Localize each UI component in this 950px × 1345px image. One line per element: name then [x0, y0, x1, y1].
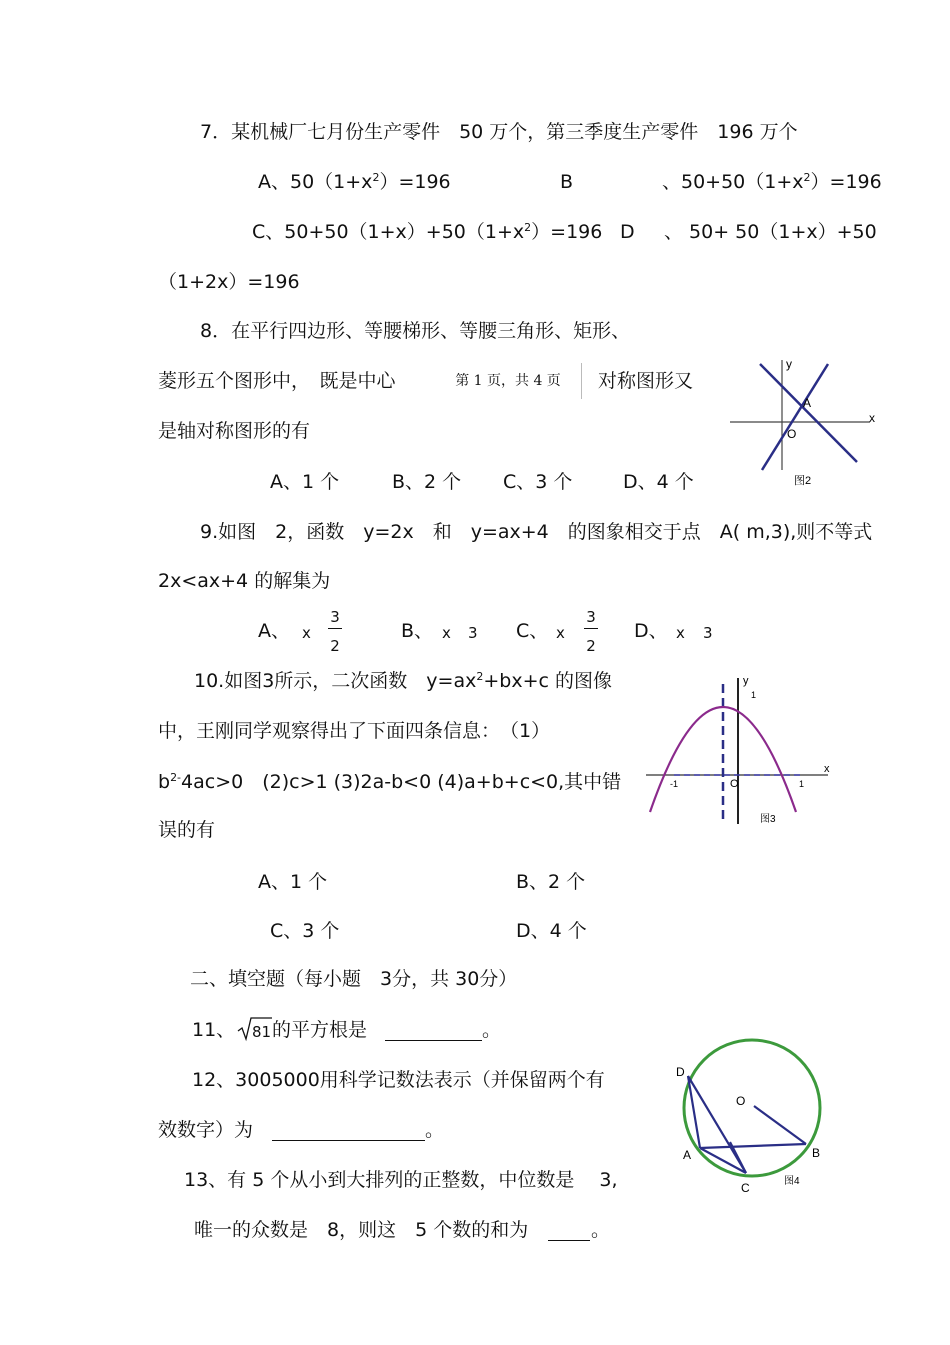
q8-option-b: B、2 个: [392, 471, 462, 493]
q7-option-d-continued: （1+2x）=196: [158, 271, 300, 293]
q9-option-a-var: x: [302, 624, 311, 642]
q8-option-a: A、1 个: [270, 471, 340, 493]
fig3-label-y: y: [743, 675, 749, 687]
fig2-label-a: A: [803, 396, 812, 410]
q9-option-c-label: C、: [516, 620, 549, 642]
q11-radicand: 81: [252, 1023, 272, 1041]
figure-3: [640, 672, 840, 832]
q8-line-1: 8．在平行四边形、等腰梯形、等腰三角形、矩形、: [200, 320, 631, 342]
q9-option-b-label: B、: [401, 620, 434, 642]
q10-option-b: B、2 个: [516, 871, 586, 893]
q7-option-a: A、$50(1+x^2)=196$: [258, 171, 451, 193]
q12-end: 。: [425, 1119, 445, 1141]
q9-line-1: 9.如图 2，函数 y=2x 和 y=ax+4 的图象相交于点 A( m,3),则不等式: [200, 521, 873, 543]
q9-option-a-label: A、: [258, 620, 290, 642]
q9-option-d-label: D、: [634, 620, 668, 642]
q9-option-c-denominator: 2: [586, 637, 596, 655]
fig3-caption: 图3: [760, 814, 776, 825]
q8-option-d: D、4 个: [623, 471, 694, 493]
q9-option-a-numerator: 3: [330, 608, 340, 626]
q8-line-2b: 对称图形又: [598, 370, 694, 392]
fig2-label-y: y: [786, 357, 792, 371]
q7-option-d: 、 50+ 50（1+x）+50: [664, 221, 877, 243]
q9-option-d-var: x: [676, 624, 685, 642]
fig3-label-x: x: [824, 763, 830, 775]
fig2-line-y2x: [762, 364, 828, 470]
q12-line-1: 12、3005000用科学记数法表示（并保留两个有: [192, 1069, 605, 1091]
q7-option-c: C、$50+50(1+x)+50(1+x^2)=196$: [252, 221, 603, 243]
q7-option-d-label: D: [620, 221, 635, 243]
q11-answer-blank[interactable]: [385, 1040, 482, 1041]
fig2-label-x: x: [869, 411, 875, 425]
q13-line-1: 13、有 5 个从小到大排列的正整数，中位数是 3,: [184, 1169, 618, 1191]
q13-line-2: 唯一的众数是 8，则这 5 个数的和为: [194, 1219, 529, 1241]
q10-line-1: 10.如图3所示，二次函数 $y=ax^2+bx+c$ 的图像: [194, 670, 612, 692]
q8-option-c: C、3 个: [503, 471, 573, 493]
fig4-label-a: A: [683, 1148, 692, 1162]
q8-line-2a: 菱形五个图形中， 既是中心: [158, 370, 396, 392]
q10-option-a: A、1 个: [258, 871, 328, 893]
q9-option-a-denominator: 2: [330, 637, 340, 655]
q9-option-b-var: x: [442, 624, 451, 642]
fig4-caption: 图4: [784, 1176, 800, 1187]
fig4-label-d: D: [676, 1065, 685, 1079]
q13-end: 。: [591, 1219, 611, 1241]
q9-line-2: 2x<ax+4 的解集为: [158, 570, 331, 592]
q11-text: 的平方根是: [272, 1019, 368, 1041]
q9-option-b-value: 3: [468, 624, 478, 642]
fig3-label-1y: 1: [751, 690, 757, 700]
fig2-line-ax4: [760, 364, 857, 462]
fig4-segment-oc: [754, 1106, 806, 1144]
fig4-segment-ab: [700, 1144, 806, 1148]
figure-2: [720, 352, 885, 492]
q7-option-b: 、$50+50(1+x^2)=196$: [662, 171, 882, 193]
fig3-label-neg1: -1: [670, 779, 679, 789]
q9-option-c-var: x: [556, 624, 565, 642]
q9-option-d-value: 3: [703, 624, 713, 642]
fig4-label-b: B: [812, 1146, 821, 1160]
figure-4: [670, 1030, 835, 1200]
fig2-label-o: O: [787, 427, 797, 441]
fig2-caption: 图2: [794, 475, 812, 487]
page-footer: 第 1 页，共 4 页: [435, 363, 582, 399]
fig3-label-o: O: [730, 778, 739, 790]
q12-line-2: 效数字）为: [158, 1119, 254, 1141]
q11-prefix: 11、: [192, 1019, 236, 1041]
q12-answer-blank[interactable]: [272, 1140, 425, 1141]
q10-line-2: 中，王刚同学观察得出了下面四条信息： （1）: [158, 720, 551, 742]
q9-option-c-numerator: 3: [586, 608, 596, 626]
q13-answer-blank[interactable]: [548, 1240, 590, 1241]
fig4-label-o: O: [736, 1094, 746, 1108]
section-2-heading: 二、填空题（每小题 3分，共 30分）: [190, 968, 518, 990]
fig3-label-1x: 1: [799, 779, 805, 789]
q7-stem: 7．某机械厂七月份生产零件 50 万个，第三季度生产零件 196 万个: [200, 121, 798, 143]
fig4-circle: [684, 1040, 820, 1176]
q10-line-4: 误的有: [158, 819, 216, 841]
q7-option-b-label: B: [560, 171, 574, 193]
q10-option-c: C、3 个: [270, 920, 340, 942]
q10-option-d: D、4 个: [516, 920, 587, 942]
q11-end: 。: [482, 1019, 502, 1041]
q10-line-3: $b^{2-}4ac>0$ (2)c>1 (3)2a-b<0 (4)a+b+c<0,其中错: [158, 771, 622, 793]
q8-line-3: 是轴对称图形的有: [158, 420, 311, 442]
fig4-label-c: C: [741, 1181, 750, 1195]
